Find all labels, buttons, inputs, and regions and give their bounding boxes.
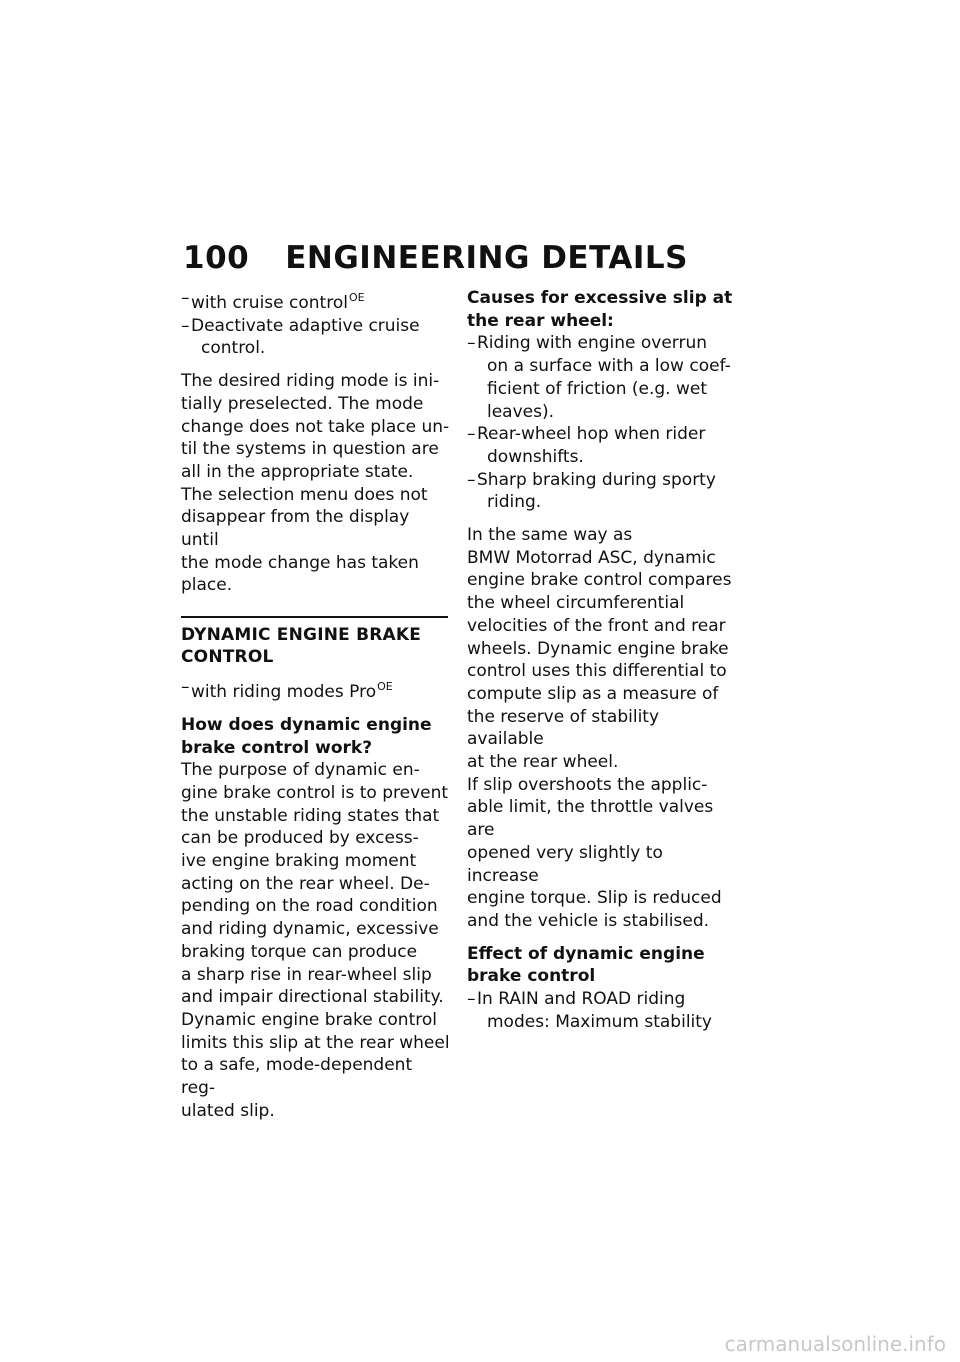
list-item-cause-overrun xyxy=(467,332,737,423)
subheading-line: How does dynamic engine xyxy=(181,714,432,735)
section-title-line: DYNAMIC ENGINE BRAKE xyxy=(181,625,422,646)
subheading-line: brake control work? xyxy=(181,737,373,758)
text-line: limits this slip at the rear wheel xyxy=(181,1032,450,1053)
list-item-text: – Riding with engine overrun xyxy=(477,333,708,354)
paragraph-purpose xyxy=(181,759,451,1009)
text-line: braking torque can produce xyxy=(181,941,418,962)
list-item-text: – Rear-wheel hop when rider xyxy=(477,424,706,445)
text-line: the wheel circumferential xyxy=(467,593,685,614)
text-line: place. xyxy=(181,575,233,596)
subheading-effect xyxy=(467,943,737,988)
list-item-cause-wheel-hop xyxy=(467,423,737,468)
text-line: at the rear wheel. xyxy=(467,752,619,773)
subheading-line: the rear wheel: xyxy=(467,310,614,331)
list-item-text: with cruise control xyxy=(191,293,348,313)
text-line: gine brake control is to prevent xyxy=(181,782,449,803)
text-line: disappear from the display until xyxy=(181,507,410,551)
section-divider xyxy=(181,616,448,618)
list-item-text: control. xyxy=(201,338,266,359)
watermark: carmanualsonline.info xyxy=(724,1332,946,1356)
list-item-text: on a surface with a low coef- xyxy=(487,356,731,377)
page-number: 100 xyxy=(183,240,250,276)
list-item-text: downshifts. xyxy=(487,446,584,467)
list-item-cruise-control xyxy=(181,287,451,315)
list-item-cause-sharp-braking xyxy=(467,469,737,514)
subheading-causes xyxy=(467,287,737,332)
text-line: velocities of the front and rear xyxy=(467,615,726,636)
list-item-riding-modes xyxy=(181,676,451,704)
text-line: can be produced by excess- xyxy=(181,828,419,849)
section-title xyxy=(181,624,451,668)
text-line: pending on the road condition xyxy=(181,896,438,917)
subheading-line: Causes for excessive slip at xyxy=(467,288,733,308)
text-line: Dynamic engine brake control xyxy=(181,1009,437,1030)
list-item-text: – Sharp braking during sporty xyxy=(477,469,716,490)
subheading-line: brake control xyxy=(467,966,596,987)
text-line: a sharp rise in rear-wheel slip xyxy=(181,964,432,985)
left-column xyxy=(181,287,451,1123)
list-item-text: – In RAIN and ROAD riding xyxy=(477,989,686,1010)
list-item-text: leaves). xyxy=(487,401,555,422)
section-title-line: CONTROL xyxy=(181,647,274,668)
paragraph-throttle xyxy=(467,774,737,933)
text-line: and the vehicle is stabilised. xyxy=(467,910,710,931)
text-line: opened very slightly to increase xyxy=(467,842,663,886)
list-item-text: ficient of friction (e.g. wet xyxy=(487,378,708,399)
option-superscript: OE xyxy=(377,680,393,694)
text-line: change does not take place un- xyxy=(181,416,450,437)
text-line: If slip overshoots the applic- xyxy=(467,774,708,795)
list-item-text: with riding modes Pro xyxy=(191,682,377,703)
text-line: all in the appropriate state. xyxy=(181,461,414,482)
text-line: The desired riding mode is ini- xyxy=(181,371,440,392)
text-line: engine brake control compares xyxy=(467,570,732,591)
subheading-line: Effect of dynamic engine xyxy=(467,943,705,964)
text-line: the reserve of stability available xyxy=(467,706,660,750)
paragraph-slip-limit xyxy=(181,1009,451,1123)
list-item-text: modes: Maximum stability xyxy=(487,1011,712,1032)
text-line: til the systems in question are xyxy=(181,439,439,460)
text-line: able limit, the throttle valves are xyxy=(467,797,714,841)
text-line: tially preselected. The mode xyxy=(181,393,424,414)
paragraph-mode-preselect xyxy=(181,370,451,484)
right-column xyxy=(467,287,737,1034)
list-item-text: riding. xyxy=(487,492,542,513)
text-line: control uses this differential to xyxy=(467,661,727,682)
text-line: the unstable riding states that xyxy=(181,805,440,826)
option-superscript: OE xyxy=(348,291,365,304)
text-line: BMW Motorrad ASC, dynamic xyxy=(467,547,716,568)
text-line: compute slip as a measure of xyxy=(467,683,719,704)
text-line: In the same way as xyxy=(467,525,633,546)
text-line: to a safe, mode-dependent reg- xyxy=(181,1055,413,1099)
text-line: ulated slip. xyxy=(181,1100,275,1121)
text-line: wheels. Dynamic engine brake xyxy=(467,638,729,659)
paragraph-asc-comparison xyxy=(467,524,737,774)
text-line: acting on the rear wheel. De- xyxy=(181,873,430,894)
chapter-title: ENGINEERING DETAILS xyxy=(285,240,688,276)
page-header xyxy=(183,240,688,276)
list-item-deactivate xyxy=(181,315,451,360)
subheading-how-it-works xyxy=(181,714,451,759)
text-line: and riding dynamic, excessive xyxy=(181,919,439,940)
paragraph-selection-menu xyxy=(181,484,451,598)
text-line: engine torque. Slip is reduced xyxy=(467,888,722,909)
text-line: The purpose of dynamic en- xyxy=(181,760,420,781)
text-line: ive engine braking moment xyxy=(181,851,417,872)
list-item-text: – Deactivate adaptive cruise xyxy=(191,315,420,336)
text-line: The selection menu does not xyxy=(181,484,428,505)
text-line: and impair directional stability. xyxy=(181,987,444,1008)
list-item-effect-rain-road xyxy=(467,988,737,1033)
text-line: the mode change has taken xyxy=(181,552,419,573)
